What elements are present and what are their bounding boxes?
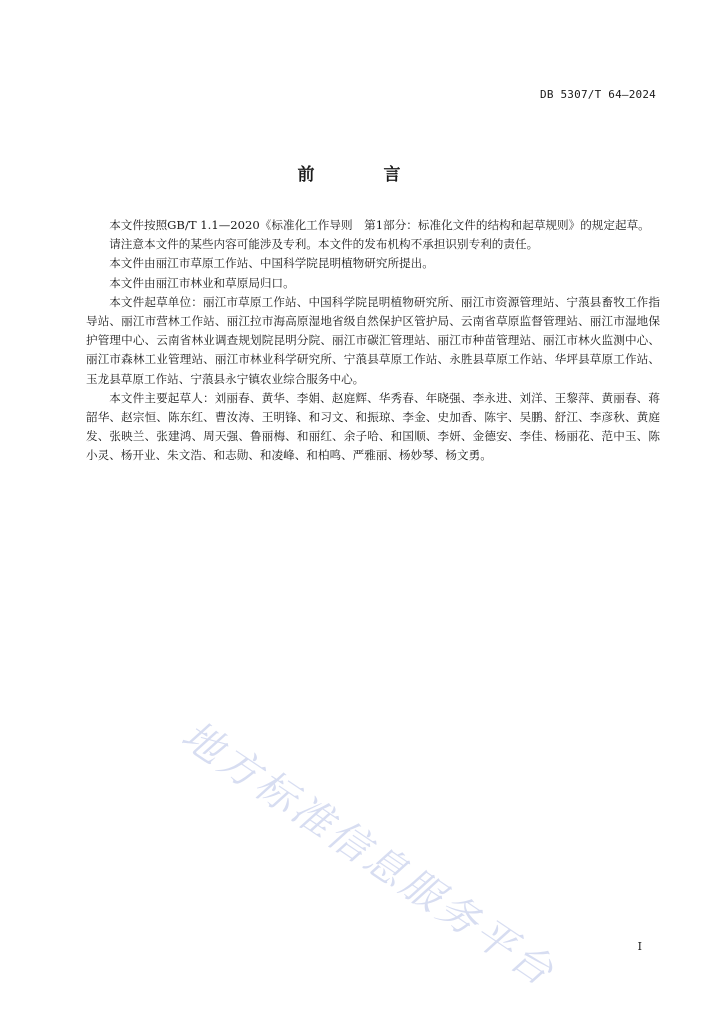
paragraph-main-drafters: 本文件主要起草人：刘丽春、黄华、李娟、赵庭辉、华秀春、年晓强、李永进、刘洋、王黎萍、黄丽春、蒋韶华、赵宗恒、陈东红、曹汝涛、王明锋、和习文、和振琼、李金、史加香、陈宇、吴鹏、舒江、李彦秋、黄庭发、张映兰、张建鸿、周天强、鲁丽梅、和丽红、余子哈、和国顺、李妍、金德安、李佳、杨丽花、范中玉、陈小灵、杨开业、朱文浩、和志勋、和凌峰、和柏鸣、严雅丽、杨妙琴、杨文勇。 bbox=[86, 390, 660, 463]
paragraph-drafting-units: 本文件起草单位：丽江市草原工作站、中国科学院昆明植物研究所、丽江市资源管理站、宁蒗县畜牧工作指导站、丽江市营林工作站、丽江拉市海高原湿地省级自然保护区管护局、云南省草原监督管理站、丽江市湿地保护管理中心、云南省林业调查规划院昆明分院、丽江市碳汇管理站、丽江市种苗管理站、丽江市林火监测中心、丽江市森林工业管理站、丽江市林业科学研究所、宁蒗县草原工作站、永胜县草原工作站、华坪县草原工作站、玉龙县草原工作站、宁蒗县永宁镇农业综合服务中心。 bbox=[86, 294, 660, 386]
page-number: I bbox=[637, 940, 642, 953]
paragraph-centralized-by: 本文件由丽江市林业和草原局归口。 bbox=[109, 275, 295, 290]
paragraph-patent-notice: 请注意本文件的某些内容可能涉及专利。本文件的发布机构不承担识别专利的责任。 bbox=[109, 237, 539, 252]
page-title: 前 言 bbox=[297, 165, 427, 185]
paragraph-proposed-by: 本文件由丽江市草原工作站、中国科学院昆明植物研究所提出。 bbox=[109, 256, 434, 271]
paragraph-drafting-basis: 本文件按照GB/T 1.1—2020《标准化工作导则 第1部分：标准化文件的结构和起草规则》的规定起草。 bbox=[109, 218, 650, 232]
watermark: 地方标准信息服务平台 bbox=[173, 712, 564, 997]
foreword-body bbox=[86, 216, 660, 466]
standard-code: DB 5307/T 64—2024 bbox=[540, 88, 656, 101]
